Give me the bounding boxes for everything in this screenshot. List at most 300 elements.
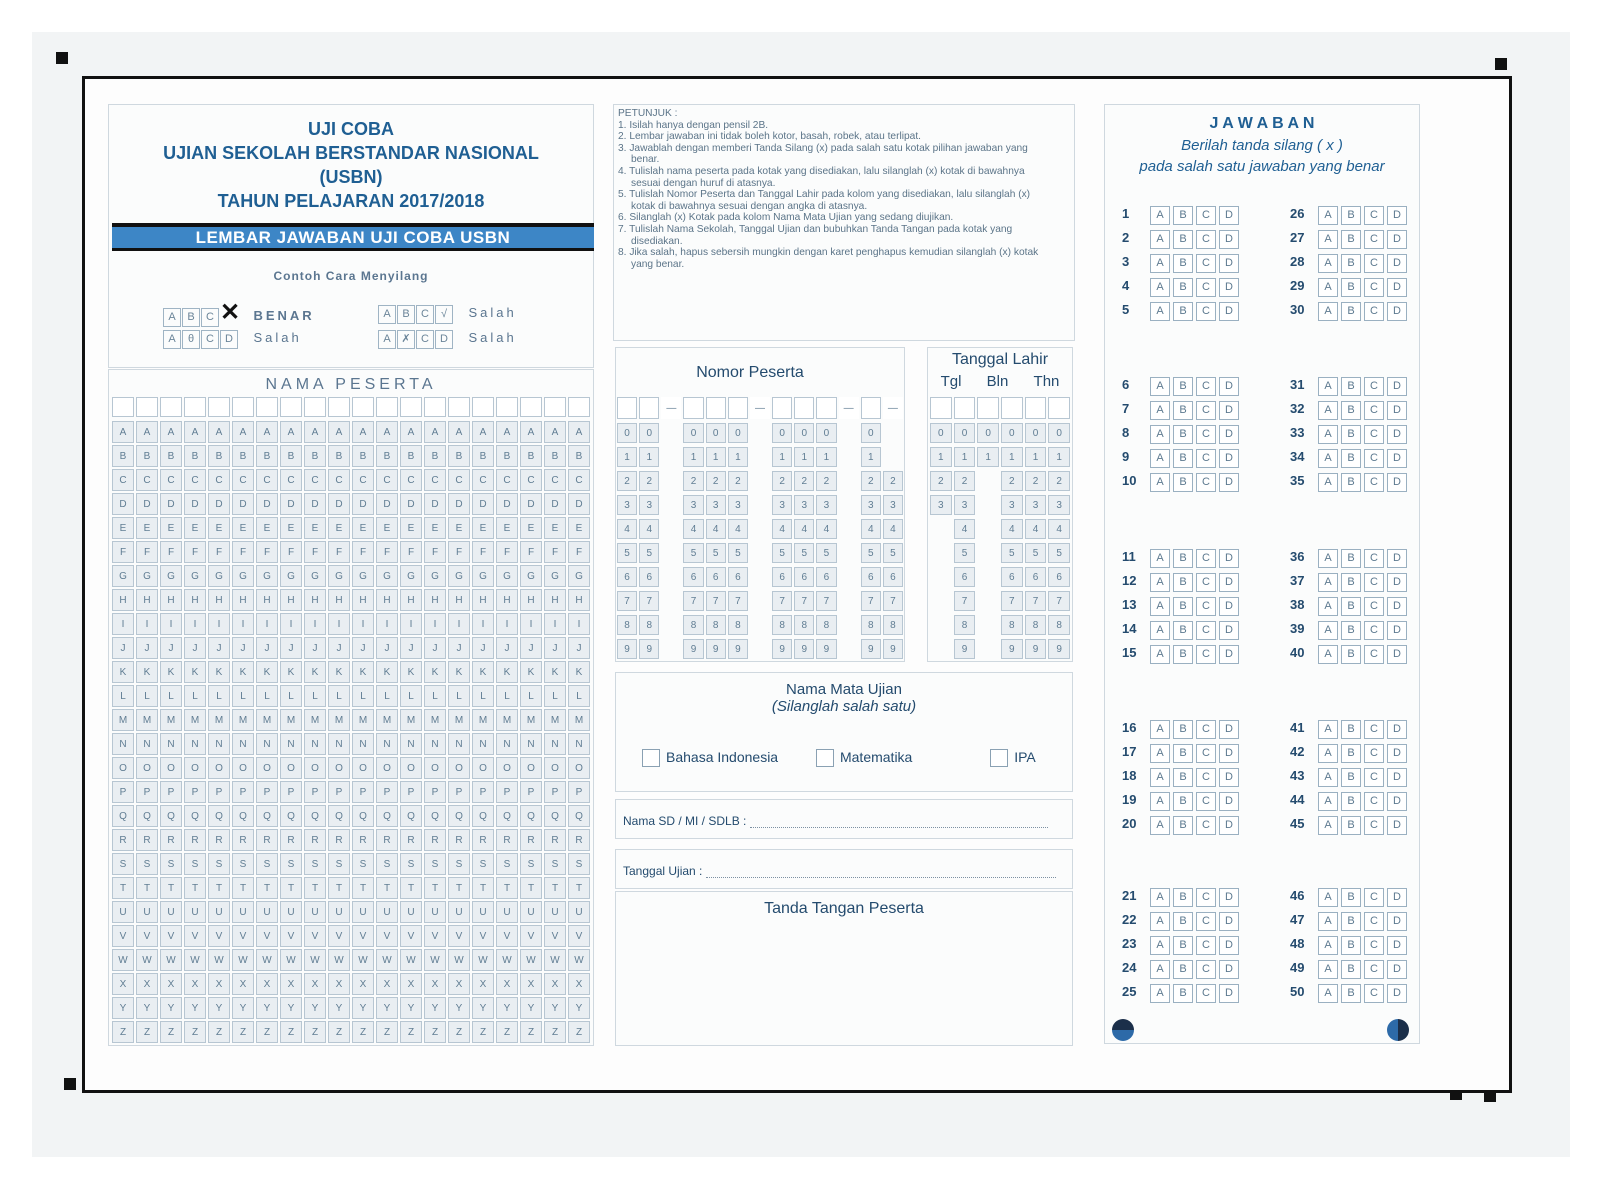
name-letter-bubble[interactable]: Q <box>424 805 446 827</box>
answer-option-b[interactable]: B <box>1341 936 1361 955</box>
answer-option-a[interactable]: A <box>1150 377 1170 396</box>
name-letter-bubble[interactable]: P <box>112 781 134 803</box>
name-letter-bubble[interactable]: X <box>256 973 278 995</box>
answer-option-a[interactable]: A <box>1318 425 1338 444</box>
answer-option-d[interactable]: D <box>1387 816 1407 835</box>
name-letter-bubble[interactable]: K <box>568 661 590 683</box>
name-letter-bubble[interactable]: C <box>136 469 158 491</box>
name-letter-bubble[interactable]: F <box>448 541 470 563</box>
name-letter-bubble[interactable]: A <box>400 421 422 443</box>
answer-option-a[interactable]: A <box>1150 960 1170 979</box>
name-letter-bubble[interactable]: G <box>208 565 230 587</box>
name-write-box[interactable] <box>256 397 278 417</box>
name-letter-bubble[interactable]: Z <box>160 1021 182 1043</box>
nomor-digit-bubble[interactable]: 6 <box>816 567 836 587</box>
name-letter-bubble[interactable]: K <box>232 661 254 683</box>
nomor-digit-bubble[interactable]: 1 <box>816 447 836 467</box>
answer-option-b[interactable]: B <box>1173 768 1193 787</box>
name-letter-bubble[interactable]: V <box>232 925 254 947</box>
name-letter-bubble[interactable]: D <box>208 493 230 515</box>
answer-option-c[interactable]: C <box>1196 888 1216 907</box>
name-letter-bubble[interactable]: R <box>544 829 566 851</box>
tanggal-digit-bubble[interactable]: 3 <box>954 495 976 515</box>
name-letter-bubble[interactable]: M <box>112 709 134 731</box>
nomor-digit-bubble[interactable]: 9 <box>617 639 637 659</box>
name-letter-bubble[interactable]: Y <box>424 997 446 1019</box>
name-letter-bubble[interactable]: W <box>568 949 590 971</box>
nomor-digit-bubble[interactable]: 3 <box>816 495 836 515</box>
name-letter-bubble[interactable]: J <box>328 637 350 659</box>
name-letter-bubble[interactable]: Q <box>472 805 494 827</box>
answer-option-b[interactable]: B <box>1341 816 1361 835</box>
tanggal-digit-bubble[interactable]: 1 <box>930 447 952 467</box>
name-letter-bubble[interactable]: O <box>304 757 326 779</box>
answer-option-b[interactable]: B <box>1173 401 1193 420</box>
answer-option-b[interactable]: B <box>1173 792 1193 811</box>
name-write-box[interactable] <box>544 397 566 417</box>
name-letter-bubble[interactable]: W <box>208 949 230 971</box>
name-write-box[interactable] <box>496 397 518 417</box>
answer-option-d[interactable]: D <box>1219 473 1239 492</box>
nomor-digit-bubble[interactable]: 9 <box>639 639 659 659</box>
answer-option-d[interactable]: D <box>1219 425 1239 444</box>
answer-option-d[interactable]: D <box>1387 888 1407 907</box>
nomor-digit-bubble[interactable]: 0 <box>639 423 659 443</box>
name-letter-bubble[interactable]: Y <box>376 997 398 1019</box>
name-letter-bubble[interactable]: U <box>496 901 518 923</box>
name-letter-bubble[interactable]: N <box>424 733 446 755</box>
name-letter-bubble[interactable]: N <box>496 733 518 755</box>
name-letter-bubble[interactable]: E <box>544 517 566 539</box>
name-letter-bubble[interactable]: T <box>184 877 206 899</box>
name-letter-bubble[interactable]: Y <box>544 997 566 1019</box>
name-letter-bubble[interactable]: E <box>112 517 134 539</box>
answer-option-a[interactable]: A <box>1318 792 1338 811</box>
name-letter-bubble[interactable]: M <box>568 709 590 731</box>
name-letter-bubble[interactable]: L <box>184 685 206 707</box>
name-letter-bubble[interactable]: J <box>376 637 398 659</box>
name-letter-bubble[interactable]: C <box>424 469 446 491</box>
name-letter-bubble[interactable]: X <box>448 973 470 995</box>
name-letter-bubble[interactable]: O <box>424 757 446 779</box>
name-letter-bubble[interactable]: K <box>472 661 494 683</box>
name-letter-bubble[interactable]: G <box>136 565 158 587</box>
name-letter-bubble[interactable]: B <box>208 445 230 467</box>
name-letter-bubble[interactable]: J <box>112 637 134 659</box>
nomor-digit-bubble[interactable]: 9 <box>883 639 903 659</box>
answer-option-c[interactable]: C <box>1196 645 1216 664</box>
answer-option-d[interactable]: D <box>1387 425 1407 444</box>
name-letter-bubble[interactable]: V <box>544 925 566 947</box>
name-letter-bubble[interactable]: B <box>424 445 446 467</box>
nomor-digit-bubble[interactable]: 4 <box>816 519 836 539</box>
name-letter-bubble[interactable]: J <box>232 637 254 659</box>
nomor-digit-bubble[interactable]: 7 <box>683 591 703 611</box>
tanggal-digit-bubble[interactable]: 7 <box>1025 591 1047 611</box>
name-letter-bubble[interactable]: N <box>304 733 326 755</box>
answer-option-c[interactable]: C <box>1364 573 1384 592</box>
name-letter-bubble[interactable]: C <box>352 469 374 491</box>
answer-option-d[interactable]: D <box>1219 960 1239 979</box>
name-letter-bubble[interactable]: P <box>568 781 590 803</box>
name-letter-bubble[interactable]: G <box>400 565 422 587</box>
name-letter-bubble[interactable]: F <box>136 541 158 563</box>
name-letter-bubble[interactable]: O <box>376 757 398 779</box>
name-write-box[interactable] <box>400 397 422 417</box>
answer-option-b[interactable]: B <box>1173 473 1193 492</box>
name-letter-bubble[interactable]: A <box>448 421 470 443</box>
answer-option-b[interactable]: B <box>1173 936 1193 955</box>
name-letter-bubble[interactable]: U <box>376 901 398 923</box>
name-letter-bubble[interactable]: T <box>472 877 494 899</box>
name-letter-bubble[interactable]: D <box>520 493 542 515</box>
name-letter-bubble[interactable]: K <box>280 661 302 683</box>
name-write-box[interactable] <box>112 397 134 417</box>
name-letter-bubble[interactable]: H <box>424 589 446 611</box>
nomor-digit-bubble[interactable]: 8 <box>883 615 903 635</box>
name-letter-bubble[interactable]: W <box>184 949 206 971</box>
name-letter-bubble[interactable]: J <box>496 637 518 659</box>
answer-option-d[interactable]: D <box>1219 984 1239 1003</box>
nomor-digit-bubble[interactable]: 8 <box>794 615 814 635</box>
answer-option-d[interactable]: D <box>1219 278 1239 297</box>
answer-option-d[interactable]: D <box>1219 254 1239 273</box>
name-letter-bubble[interactable]: U <box>424 901 446 923</box>
tanggal-digit-bubble[interactable]: 0 <box>954 423 976 443</box>
name-letter-bubble[interactable]: A <box>208 421 230 443</box>
name-letter-bubble[interactable]: D <box>544 493 566 515</box>
nomor-digit-bubble[interactable]: 2 <box>639 471 659 491</box>
answer-option-d[interactable]: D <box>1387 744 1407 763</box>
name-letter-bubble[interactable]: V <box>256 925 278 947</box>
name-write-box[interactable] <box>472 397 494 417</box>
name-letter-bubble[interactable]: U <box>208 901 230 923</box>
name-letter-bubble[interactable]: C <box>520 469 542 491</box>
name-letter-bubble[interactable]: W <box>400 949 422 971</box>
name-letter-bubble[interactable]: L <box>208 685 230 707</box>
answer-option-c[interactable]: C <box>1364 816 1384 835</box>
name-letter-bubble[interactable]: X <box>424 973 446 995</box>
name-letter-bubble[interactable]: S <box>256 853 278 875</box>
name-letter-bubble[interactable]: O <box>400 757 422 779</box>
name-letter-bubble[interactable]: V <box>160 925 182 947</box>
name-letter-bubble[interactable]: I <box>472 613 494 635</box>
name-letter-bubble[interactable]: V <box>136 925 158 947</box>
answer-option-a[interactable]: A <box>1150 230 1170 249</box>
name-letter-bubble[interactable]: T <box>352 877 374 899</box>
name-letter-bubble[interactable]: R <box>232 829 254 851</box>
answer-option-b[interactable]: B <box>1173 254 1193 273</box>
answer-option-b[interactable]: B <box>1341 573 1361 592</box>
name-letter-bubble[interactable]: C <box>232 469 254 491</box>
name-letter-bubble[interactable]: L <box>304 685 326 707</box>
name-letter-bubble[interactable]: D <box>568 493 590 515</box>
name-letter-bubble[interactable]: A <box>352 421 374 443</box>
name-letter-bubble[interactable]: L <box>280 685 302 707</box>
nomor-digit-bubble[interactable]: 1 <box>706 447 726 467</box>
name-letter-bubble[interactable]: G <box>520 565 542 587</box>
name-letter-bubble[interactable]: O <box>280 757 302 779</box>
name-letter-bubble[interactable]: U <box>448 901 470 923</box>
answer-option-d[interactable]: D <box>1387 720 1407 739</box>
name-letter-bubble[interactable]: R <box>136 829 158 851</box>
name-letter-bubble[interactable]: T <box>520 877 542 899</box>
name-letter-bubble[interactable]: N <box>520 733 542 755</box>
tanggal-digit-bubble[interactable]: 0 <box>930 423 952 443</box>
name-letter-bubble[interactable]: H <box>136 589 158 611</box>
name-letter-bubble[interactable]: O <box>112 757 134 779</box>
name-letter-bubble[interactable]: B <box>544 445 566 467</box>
nomor-digit-bubble[interactable]: 9 <box>861 639 881 659</box>
tanggal-digit-bubble[interactable]: 7 <box>1001 591 1023 611</box>
name-letter-bubble[interactable]: H <box>160 589 182 611</box>
name-letter-bubble[interactable]: R <box>256 829 278 851</box>
answer-option-c[interactable]: C <box>1196 768 1216 787</box>
name-letter-bubble[interactable]: P <box>544 781 566 803</box>
nomor-digit-bubble[interactable]: 6 <box>728 567 748 587</box>
name-letter-bubble[interactable]: E <box>328 517 350 539</box>
answer-option-c[interactable]: C <box>1364 425 1384 444</box>
name-letter-bubble[interactable]: W <box>280 949 302 971</box>
name-letter-bubble[interactable]: U <box>352 901 374 923</box>
name-letter-bubble[interactable]: H <box>520 589 542 611</box>
name-letter-bubble[interactable]: M <box>544 709 566 731</box>
name-letter-bubble[interactable]: I <box>448 613 470 635</box>
answer-option-b[interactable]: B <box>1341 621 1361 640</box>
name-letter-bubble[interactable]: O <box>544 757 566 779</box>
name-letter-bubble[interactable]: B <box>280 445 302 467</box>
name-letter-bubble[interactable]: X <box>376 973 398 995</box>
name-letter-bubble[interactable]: G <box>328 565 350 587</box>
answer-option-b[interactable]: B <box>1173 230 1193 249</box>
name-write-box[interactable] <box>328 397 350 417</box>
name-letter-bubble[interactable]: J <box>424 637 446 659</box>
name-letter-bubble[interactable]: B <box>112 445 134 467</box>
name-letter-bubble[interactable]: N <box>280 733 302 755</box>
answer-option-b[interactable]: B <box>1341 254 1361 273</box>
name-letter-bubble[interactable]: X <box>520 973 542 995</box>
tanggal-digit-bubble[interactable]: 3 <box>1001 495 1023 515</box>
answer-option-a[interactable]: A <box>1150 645 1170 664</box>
name-write-box[interactable] <box>280 397 302 417</box>
name-letter-bubble[interactable]: B <box>232 445 254 467</box>
name-letter-bubble[interactable]: P <box>424 781 446 803</box>
nomor-digit-bubble[interactable]: 6 <box>706 567 726 587</box>
name-write-box[interactable] <box>208 397 230 417</box>
name-letter-bubble[interactable]: Q <box>376 805 398 827</box>
nomor-digit-bubble[interactable]: 7 <box>883 591 903 611</box>
name-letter-bubble[interactable]: P <box>376 781 398 803</box>
name-letter-bubble[interactable]: U <box>160 901 182 923</box>
name-letter-bubble[interactable]: O <box>568 757 590 779</box>
name-letter-bubble[interactable]: Q <box>160 805 182 827</box>
tanggal-digit-bubble[interactable]: 4 <box>1025 519 1047 539</box>
nama-sd-input[interactable] <box>750 827 1048 828</box>
name-letter-bubble[interactable]: G <box>448 565 470 587</box>
name-letter-bubble[interactable]: S <box>352 853 374 875</box>
name-letter-bubble[interactable]: L <box>544 685 566 707</box>
name-letter-bubble[interactable]: U <box>112 901 134 923</box>
nomor-digit-bubble[interactable]: 8 <box>816 615 836 635</box>
name-letter-bubble[interactable]: N <box>376 733 398 755</box>
answer-option-b[interactable]: B <box>1173 206 1193 225</box>
answer-option-b[interactable]: B <box>1341 377 1361 396</box>
answer-option-b[interactable]: B <box>1341 792 1361 811</box>
name-letter-bubble[interactable]: R <box>160 829 182 851</box>
answer-option-a[interactable]: A <box>1150 449 1170 468</box>
name-letter-bubble[interactable]: J <box>136 637 158 659</box>
name-letter-bubble[interactable]: V <box>352 925 374 947</box>
name-letter-bubble[interactable]: D <box>184 493 206 515</box>
name-letter-bubble[interactable]: Y <box>328 997 350 1019</box>
name-letter-bubble[interactable]: S <box>208 853 230 875</box>
name-letter-bubble[interactable]: S <box>304 853 326 875</box>
name-letter-bubble[interactable]: X <box>544 973 566 995</box>
name-letter-bubble[interactable]: Q <box>520 805 542 827</box>
nomor-digit-bubble[interactable]: 9 <box>772 639 792 659</box>
name-letter-bubble[interactable]: D <box>304 493 326 515</box>
answer-option-c[interactable]: C <box>1364 401 1384 420</box>
name-letter-bubble[interactable]: L <box>136 685 158 707</box>
name-letter-bubble[interactable]: W <box>424 949 446 971</box>
name-letter-bubble[interactable]: Z <box>352 1021 374 1043</box>
name-letter-bubble[interactable]: I <box>232 613 254 635</box>
nomor-digit-bubble[interactable]: 7 <box>617 591 637 611</box>
answer-option-c[interactable]: C <box>1196 792 1216 811</box>
name-letter-bubble[interactable]: C <box>208 469 230 491</box>
answer-option-d[interactable]: D <box>1219 206 1239 225</box>
name-letter-bubble[interactable]: J <box>208 637 230 659</box>
answer-option-d[interactable]: D <box>1387 254 1407 273</box>
answer-option-c[interactable]: C <box>1364 473 1384 492</box>
answer-option-d[interactable]: D <box>1219 645 1239 664</box>
nomor-digit-bubble[interactable]: 1 <box>639 447 659 467</box>
name-letter-bubble[interactable]: X <box>400 973 422 995</box>
name-letter-bubble[interactable]: H <box>208 589 230 611</box>
name-letter-bubble[interactable]: K <box>136 661 158 683</box>
name-letter-bubble[interactable]: W <box>376 949 398 971</box>
name-letter-bubble[interactable]: L <box>496 685 518 707</box>
answer-option-b[interactable]: B <box>1173 425 1193 444</box>
name-letter-bubble[interactable]: M <box>472 709 494 731</box>
name-letter-bubble[interactable]: A <box>472 421 494 443</box>
nomor-digit-bubble[interactable]: 6 <box>617 567 637 587</box>
name-letter-bubble[interactable]: K <box>424 661 446 683</box>
name-letter-bubble[interactable]: Y <box>208 997 230 1019</box>
name-letter-bubble[interactable]: C <box>376 469 398 491</box>
name-letter-bubble[interactable]: D <box>472 493 494 515</box>
name-letter-bubble[interactable]: N <box>208 733 230 755</box>
name-write-box[interactable] <box>520 397 542 417</box>
name-letter-bubble[interactable]: T <box>568 877 590 899</box>
answer-option-a[interactable]: A <box>1150 720 1170 739</box>
name-letter-bubble[interactable]: W <box>352 949 374 971</box>
name-letter-bubble[interactable]: G <box>304 565 326 587</box>
answer-option-a[interactable]: A <box>1318 912 1338 931</box>
name-letter-bubble[interactable]: G <box>256 565 278 587</box>
nomor-digit-bubble[interactable]: 3 <box>861 495 881 515</box>
name-letter-bubble[interactable]: Y <box>136 997 158 1019</box>
answer-option-a[interactable]: A <box>1318 744 1338 763</box>
name-letter-bubble[interactable]: L <box>112 685 134 707</box>
tanggal-digit-bubble[interactable]: 2 <box>1048 471 1070 491</box>
name-letter-bubble[interactable]: S <box>544 853 566 875</box>
nomor-digit-bubble[interactable]: 4 <box>706 519 726 539</box>
name-letter-bubble[interactable]: Z <box>256 1021 278 1043</box>
nomor-digit-bubble[interactable]: 5 <box>772 543 792 563</box>
name-letter-bubble[interactable]: E <box>376 517 398 539</box>
answer-option-d[interactable]: D <box>1219 230 1239 249</box>
name-letter-bubble[interactable]: Z <box>136 1021 158 1043</box>
name-letter-bubble[interactable]: V <box>520 925 542 947</box>
answer-option-c[interactable]: C <box>1196 449 1216 468</box>
name-letter-bubble[interactable]: U <box>280 901 302 923</box>
name-letter-bubble[interactable]: D <box>400 493 422 515</box>
name-letter-bubble[interactable]: Z <box>328 1021 350 1043</box>
name-letter-bubble[interactable]: M <box>232 709 254 731</box>
name-letter-bubble[interactable]: B <box>256 445 278 467</box>
nomor-digit-bubble[interactable]: 7 <box>861 591 881 611</box>
name-letter-bubble[interactable]: U <box>136 901 158 923</box>
tanggal-ujian-input[interactable] <box>706 877 1056 878</box>
tanggal-digit-bubble[interactable]: 8 <box>954 615 976 635</box>
name-letter-bubble[interactable]: I <box>544 613 566 635</box>
name-letter-bubble[interactable]: D <box>232 493 254 515</box>
answer-option-b[interactable]: B <box>1341 278 1361 297</box>
name-letter-bubble[interactable]: Q <box>544 805 566 827</box>
tanggal-digit-bubble[interactable]: 7 <box>1048 591 1070 611</box>
name-letter-bubble[interactable]: F <box>376 541 398 563</box>
name-letter-bubble[interactable]: U <box>232 901 254 923</box>
name-letter-bubble[interactable]: I <box>304 613 326 635</box>
name-letter-bubble[interactable]: G <box>160 565 182 587</box>
name-letter-bubble[interactable]: S <box>520 853 542 875</box>
answer-option-b[interactable]: B <box>1173 816 1193 835</box>
name-letter-bubble[interactable]: H <box>352 589 374 611</box>
nomor-digit-bubble[interactable]: 7 <box>816 591 836 611</box>
nomor-digit-bubble[interactable]: 8 <box>772 615 792 635</box>
answer-option-c[interactable]: C <box>1364 768 1384 787</box>
name-letter-bubble[interactable]: Z <box>208 1021 230 1043</box>
nomor-digit-bubble[interactable]: 2 <box>861 471 881 491</box>
name-letter-bubble[interactable]: Z <box>496 1021 518 1043</box>
tanggal-digit-bubble[interactable]: 2 <box>930 471 952 491</box>
answer-option-d[interactable]: D <box>1219 912 1239 931</box>
answer-option-c[interactable]: C <box>1364 206 1384 225</box>
tanggal-digit-bubble[interactable]: 5 <box>1048 543 1070 563</box>
name-letter-bubble[interactable]: J <box>520 637 542 659</box>
answer-option-d[interactable]: D <box>1387 206 1407 225</box>
name-letter-bubble[interactable]: O <box>208 757 230 779</box>
name-letter-bubble[interactable]: V <box>496 925 518 947</box>
answer-option-b[interactable]: B <box>1341 449 1361 468</box>
name-letter-bubble[interactable]: G <box>376 565 398 587</box>
name-letter-bubble[interactable]: L <box>160 685 182 707</box>
name-letter-bubble[interactable]: N <box>352 733 374 755</box>
answer-option-a[interactable]: A <box>1150 401 1170 420</box>
nomor-digit-bubble[interactable]: 2 <box>617 471 637 491</box>
nomor-digit-bubble[interactable]: 9 <box>683 639 703 659</box>
name-letter-bubble[interactable]: M <box>328 709 350 731</box>
answer-option-d[interactable]: D <box>1387 984 1407 1003</box>
name-letter-bubble[interactable]: Y <box>280 997 302 1019</box>
name-letter-bubble[interactable]: D <box>112 493 134 515</box>
answer-option-b[interactable]: B <box>1173 549 1193 568</box>
answer-option-c[interactable]: C <box>1196 936 1216 955</box>
answer-option-d[interactable]: D <box>1219 792 1239 811</box>
name-letter-bubble[interactable]: F <box>304 541 326 563</box>
name-letter-bubble[interactable]: I <box>352 613 374 635</box>
